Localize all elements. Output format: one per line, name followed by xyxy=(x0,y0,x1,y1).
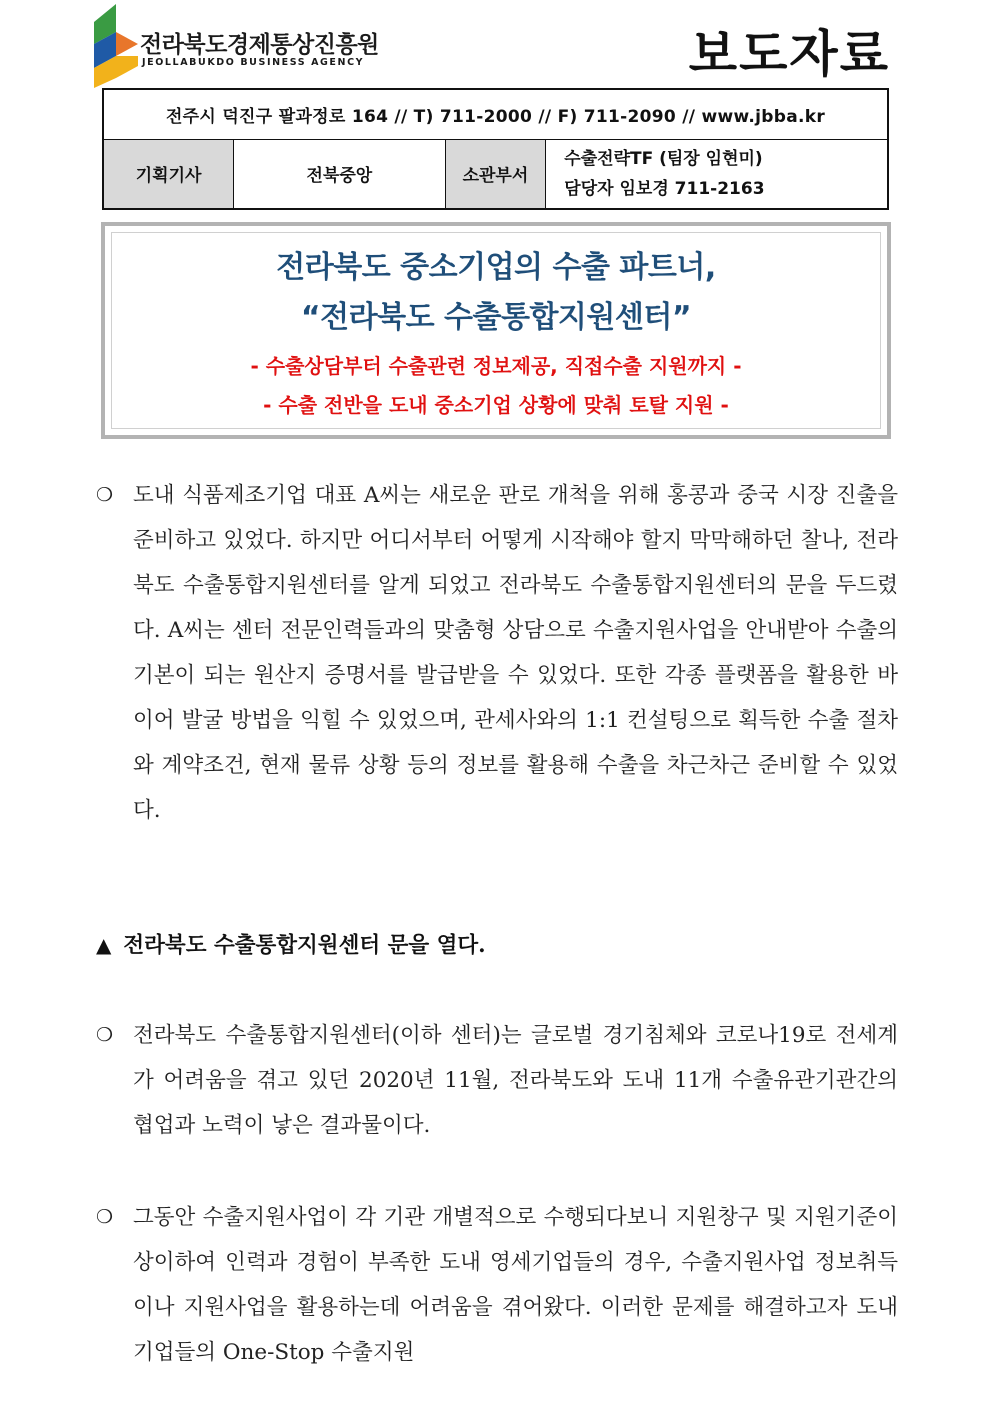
subheadline-2: - 수출 전반을 도내 중소기업 상황에 맞춰 토탈 지원 - xyxy=(263,393,729,417)
dept-label: 소관부서 xyxy=(445,139,546,209)
circle-bullet-icon: ❍ xyxy=(96,1206,114,1228)
dept-contact: 담당자 임보경 711-2163 xyxy=(564,178,765,199)
dept-team: 수출전략TF (팀장 임현미) xyxy=(564,148,763,169)
dept-info xyxy=(546,139,888,209)
paragraph-3 xyxy=(96,1195,898,1375)
paragraph-1-text: 도내 식품제조기업 대표 A씨는 새로운 판로 개척을 위해 홍콩과 중국 시장 진출을 준비하고 있었다. 하지만 어디서부터 어떻게 시작해야 할지 막막해하던 찰나, 전라북도 수출통합지원센터를 알게 되었고 전라북도 수출통합지원센터의 문을 두드렸다. A씨는 센터 전문인력들과의 맞춤형 상담으로 수출지원사업을 안내받아 수출의 기본이 되는 원산지 증명서를 발급받을 수 있었다. 또한 각종 플랫폼을 활용한 바이어 발굴 방법을 익힐 수 있었으며, 관세사와의 1:1 컨설팅으로 획득한 수출 절차와 계약조건, 현재 물류 상황 등의 정보를 활용해 수출을 차근차근 준비할 수 있었다. xyxy=(133,483,898,823)
subheadline-1: - 수출상담부터 수출관련 정보제공, 직접수출 지원까지 - xyxy=(250,354,742,378)
plan-label: 기획기사 xyxy=(103,139,234,209)
address-row xyxy=(103,89,888,139)
section-heading-text: 전라북도 수출통합지원센터 문을 열다. xyxy=(123,933,486,958)
circle-bullet-icon: ❍ xyxy=(96,484,114,506)
paragraph-2-text: 전라북도 수출통합지원센터(이하 센터)는 글로벌 경기침체와 코로나19로 전세계가 어려움을 겪고 있던 2020년 11월, 전라북도와 도내 11개 수출유관기관간의 협업과 노력이 낳은 결과물이다. xyxy=(133,1023,898,1138)
address-line: 전주시 덕진구 팔과정로 164 // T) 711-2000 // F) 711-2090 // www.jbba.kr xyxy=(103,89,888,139)
headline-line-2: “전라북도 수출통합지원센터” xyxy=(300,300,692,335)
logo-mark-icon xyxy=(94,4,138,88)
contact-info-table xyxy=(102,88,889,210)
meta-row xyxy=(103,139,888,209)
circle-bullet-icon: ❍ xyxy=(96,1024,114,1046)
paragraph-1 xyxy=(96,473,898,833)
org-name-en: JEOLLABUKDO BUSINESS AGENCY xyxy=(142,57,365,68)
paragraph-2 xyxy=(96,1013,898,1148)
triangle-bullet-icon: ▲ xyxy=(96,933,112,957)
headline-line-1: 전라북도 중소기업의 수출 파트너, xyxy=(276,250,716,285)
document-type-title: 보도자료 xyxy=(688,25,890,83)
org-name: 전라북도경제통상진흥원 xyxy=(140,32,379,58)
headline-box xyxy=(101,222,891,439)
section-heading xyxy=(96,928,486,959)
organization-logo xyxy=(94,4,384,88)
media-name: 전북중앙 xyxy=(234,139,445,209)
paragraph-3-text: 그동안 수출지원사업이 각 기관 개별적으로 수행되다보니 지원창구 및 지원기준이 상이하여 인력과 경험이 부족한 도내 영세기업들의 경우, 수출지원사업 정보취득이나 지원사업을 활용하는데 어려움을 겪어왔다. 이러한 문제를 해결하고자 도내 기업들의 One-Stop 수출지원 xyxy=(133,1205,898,1365)
